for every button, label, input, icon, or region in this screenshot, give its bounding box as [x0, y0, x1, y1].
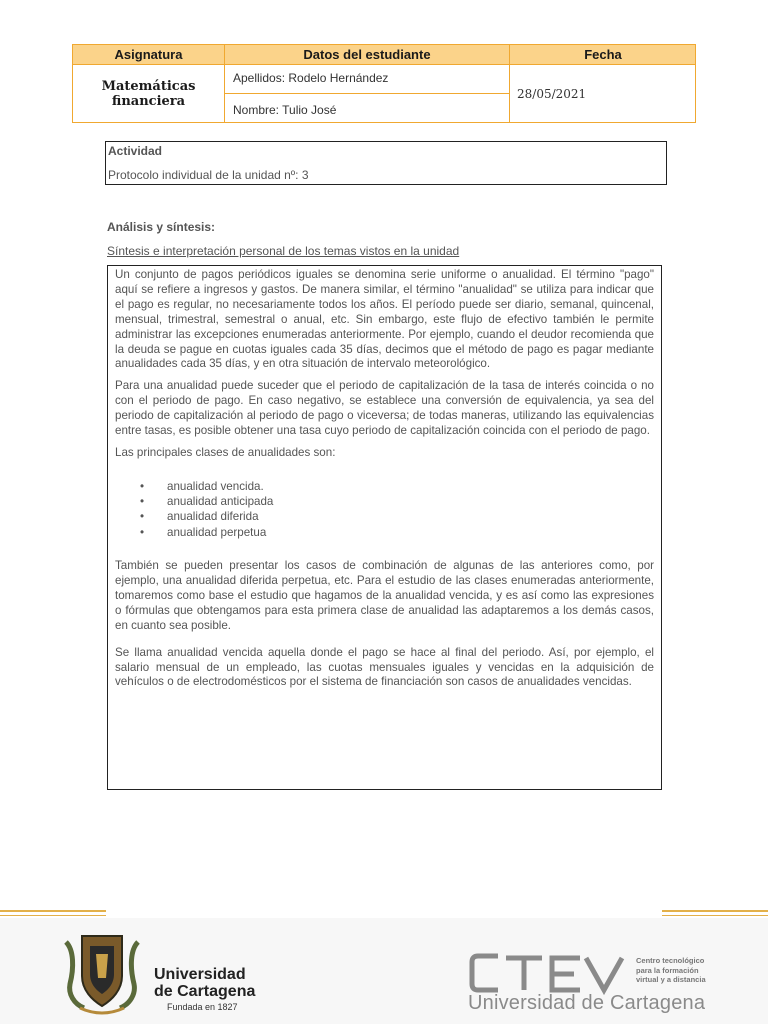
ctev-desc-line: virtual y a distancia [636, 975, 706, 984]
list-item-text: anualidad vencida. [167, 479, 264, 493]
ctev-desc-line: Centro tecnológico [636, 956, 705, 965]
activity-box [105, 141, 667, 185]
subject-line2: financiera [111, 94, 186, 109]
footer-rule [0, 910, 106, 912]
university-name [154, 966, 255, 1000]
university-name-line2: de Cartagena [154, 983, 256, 1000]
list-item-text: anualidad perpetua [167, 525, 267, 539]
header-table [72, 44, 696, 123]
paragraph: Se llama anualidad vencida aquella donde el pago se hace al final del periodo. Así, por ejemplo, el salario mensual de un empleado, las cuotas mensuales iguales y vencidas en la adquisición de vehículos o de electrodomésticos por el sistema de financiación son casos de anualidades vencidas. [115, 645, 654, 689]
footer-rule [662, 915, 768, 916]
activity-value: Protocolo individual de la unidad nº: 3 [108, 168, 309, 182]
bullet-icon: • [140, 479, 145, 493]
divider [225, 93, 509, 94]
divider [509, 45, 510, 122]
section-subtitle: Síntesis e interpretación personal de los temas vistos en la unidad [107, 244, 460, 258]
section-title: Análisis y síntesis: [107, 220, 216, 234]
ctev-logo [468, 950, 628, 996]
ctev-logo-text: CTEV [468, 950, 471, 951]
paragraph: Un conjunto de pagos periódicos iguales se denomina serie uniforme o anualidad. El término "pago" aquí se refiere a ingresos y gastos. De manera similar, el término "anualidad" se utiliza para indicar que el pago es regular, no necesariamente todos los años. El período puede ser diario, semanal, quincenal, mensual, trimestral, semestral o anual, etc. Sin embargo, este flujo de efectivo también le permite administrar las excepciones enumeradas anteriormente. Por ejemplo, cuando el deudor recomienda que la deuda se pague en cuotas iguales cada 35 días, decimos que el método de pago es pagar mediante anualidades cada 35 días, y en otra situación de intervalo meteorológico. [115, 268, 654, 371]
synthesis-text-box [107, 265, 662, 790]
paragraph: Para una anualidad puede suceder que el periodo de capitalización de la tasa de interés coincida o no con el periodo de pago. En caso negativo, se establece una conversión de equivalencia, ya sea del periodo de capitalización al periodo de pago o viceversa; de todas maneras, utilizando las equivalencias entre tasas, es posible obtener una tasa cuyo periodo de capitalización coincida con el periodo de pago. [115, 379, 654, 438]
footer-rule [662, 910, 768, 912]
col-student-header: Datos del estudiante [303, 47, 431, 62]
activity-label: Actividad [108, 144, 163, 158]
name-field: Nombre: Tulio José [233, 103, 337, 117]
list-item [140, 494, 654, 509]
list-item [140, 509, 654, 524]
bullet-icon: • [140, 510, 145, 524]
list-item [140, 479, 654, 494]
paragraph: Las principales clases de anualidades son: [115, 445, 336, 459]
founded-text: Fundada en 1827 [167, 1002, 238, 1012]
col-date-header: Fecha [584, 47, 622, 62]
bullet-icon: • [140, 495, 145, 509]
col-subject-header: Asignatura [114, 47, 183, 62]
footer-rule [0, 915, 106, 916]
ctev-university-name: Universidad de Cartagena [468, 992, 706, 1014]
university-crest-logo [60, 928, 144, 1016]
list-item-text: anualidad anticipada [167, 495, 274, 509]
surname-field: Apellidos: Rodelo Hernández [233, 71, 389, 85]
ctev-description [636, 956, 706, 985]
divider [224, 45, 225, 122]
university-name-line1: Universidad [154, 966, 246, 983]
list-item [140, 525, 654, 540]
list-item-text: anualidad diferida [167, 510, 259, 524]
annuity-types-list [115, 479, 654, 540]
subject-line1: Matemáticas [101, 79, 196, 94]
bullet-icon: • [140, 525, 145, 539]
paragraph: También se pueden presentar los casos de combinación de algunas de las anteriores como, por ejemplo, una anualidad diferida perpetua, etc. Para el estudio de las clases enumeradas anteriormente, tomaremos como base el estudio que hagamos de la anualidad vencida, y es así como las expresiones o fórmulas que obtengamos para esta primera clase de anualidad las adaptaremos a los demás casos, en cuanto sea posible. [115, 559, 654, 632]
ctev-desc-line: para la formación [636, 965, 699, 975]
date-value: 28/05/2021 [517, 87, 587, 101]
subject-cell [73, 65, 224, 123]
